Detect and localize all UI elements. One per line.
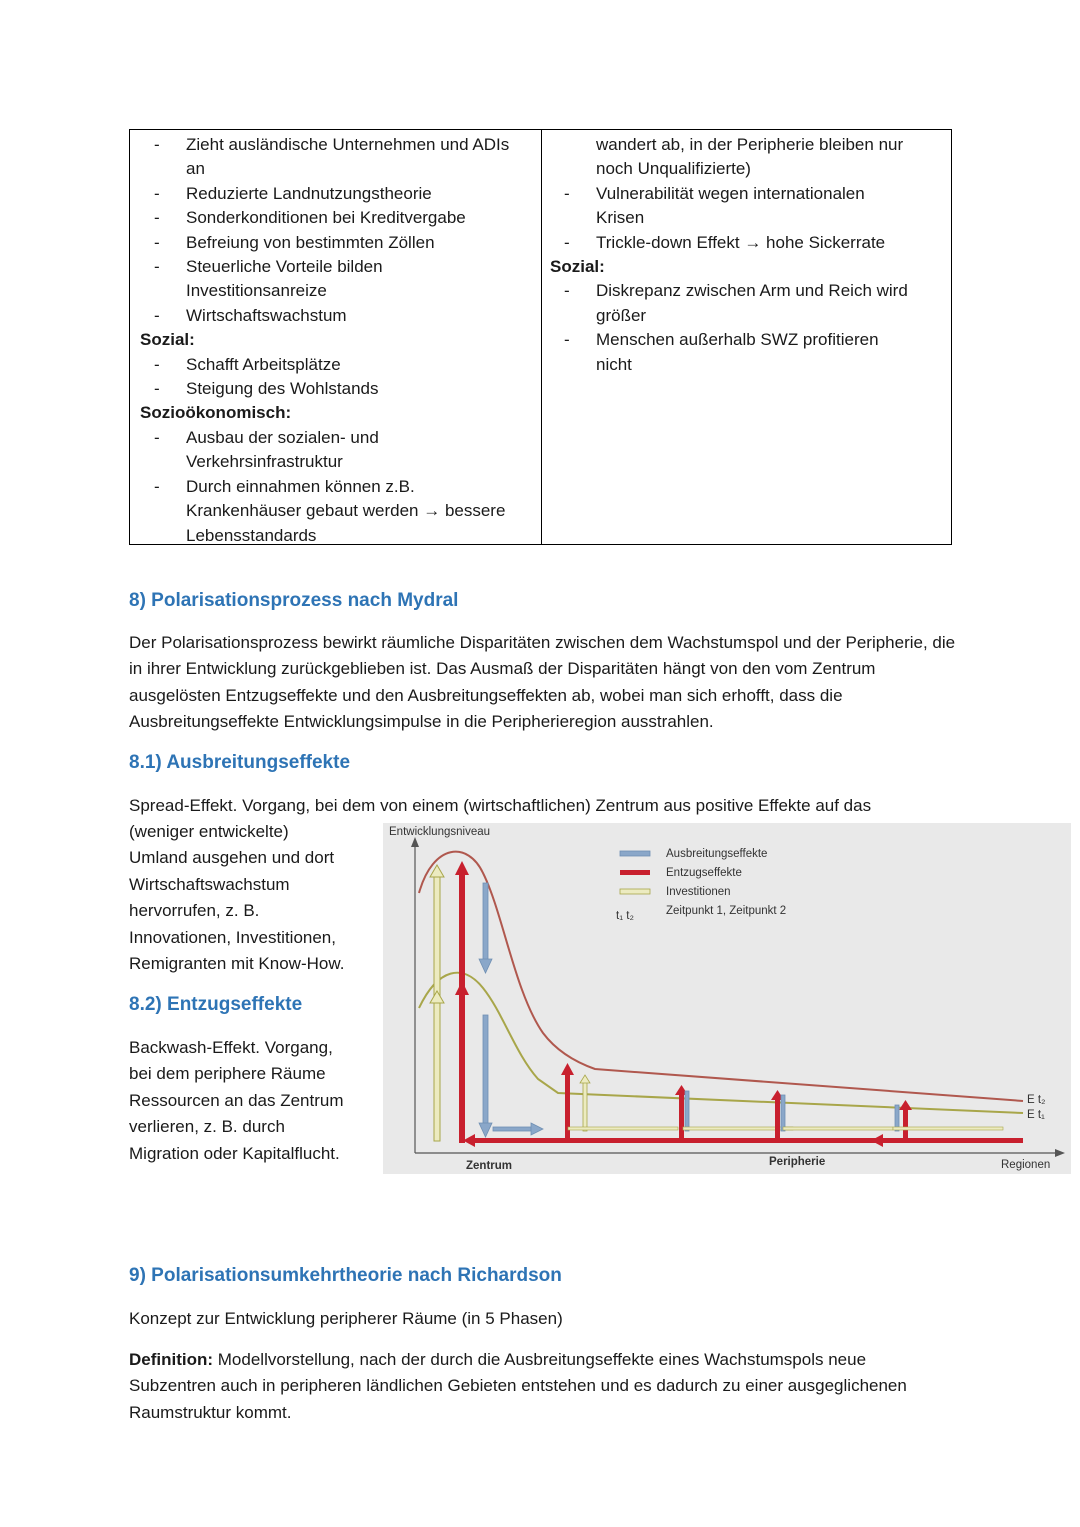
list-item: - Sonderkonditionen bei Kreditvergabe: [154, 208, 466, 228]
spread-arrow-center-t2: [479, 883, 492, 973]
polarization-diagram: [383, 823, 1071, 1174]
social-heading-right: Sozial:: [550, 257, 605, 277]
label-et1: E t₁: [1027, 1109, 1045, 1121]
list-item: - Durch einnahmen können z.B. Krankenhäuser gebaut werden → bessere Lebensstandards: [154, 476, 506, 545]
section-8-title: 8) Polarisationsprozess nach Mydral: [129, 590, 459, 611]
table-right-column: [550, 133, 945, 377]
list-item: - Wirtschaftswachstum: [154, 305, 347, 325]
section-8-2-title: 8.2) Entzugseffekte: [129, 994, 303, 1015]
spread-arrow-center-t1: [479, 1015, 492, 1137]
definition-text: Modellvorstellung, nach der durch die Ausbreitungseffekte eines Wachstumspols neue Subzentren auch in peripheren ländlichen Gebieten entstehen und es dadurch zu einer ausgeglichenen Raumstruktur kommt.: [129, 1350, 907, 1422]
section-9-title: 9) Polarisationsumkehrtheorie nach Richardson: [129, 1265, 562, 1286]
list-item: - Befreiung von bestimmten Zöllen: [154, 232, 435, 252]
comparison-table: [129, 129, 952, 545]
legend-swatch-backwash: [620, 870, 650, 875]
legend-label-invest: Investitionen: [666, 886, 731, 898]
backwash-flow: [473, 1138, 1023, 1143]
periphery-arrows-3: [771, 1090, 893, 1143]
legend-swatch-spread: [620, 851, 650, 856]
legend-swatch-invest: [620, 889, 650, 894]
table-left-column: [140, 133, 535, 548]
diagram-svg: [383, 823, 1071, 1174]
list-item: - Zieht ausländische Unternehmen und ADIs an: [154, 135, 510, 179]
list-item: - Diskrepanz zwischen Arm und Reich wird größer: [564, 281, 908, 325]
list-item: - Vulnerabilität wegen internationalen Krisen: [564, 183, 865, 228]
table-divider: [541, 130, 542, 544]
list-item-continued: wandert ab, in der Peripherie bleiben nur noch Unqualifizierte): [596, 135, 904, 179]
label-et2: E t₂: [1027, 1094, 1046, 1106]
invest-arrow-center-t1: [430, 991, 444, 1141]
legend-label-time: Zeitpunkt 1, Zeitpunkt 2: [666, 905, 787, 917]
list-item: - Ausbau der sozialen- und Verkehrsinfrastruktur: [154, 427, 379, 472]
section-9-definition: [129, 1347, 949, 1426]
periphery-arrows-4: [893, 1100, 1003, 1143]
list-item: - Steigung des Wohlstands: [154, 379, 379, 399]
section-8-text: Der Polarisationsprozess bewirkt räumliche Disparitäten zwischen dem Wachstumspol und der Peripherie, die in ihrer Entwicklung zurückgeblieben ist. Das Ausmaß der Disparitäten hängt von den vom Zentrum ausgelösten Entzugseffekte und den Ausbreitungseffekten ab, wobei man sich erhofft, dass die Ausbreitungseffekte Entwicklungsimpulse in die Peripherieregion ausstrahlen.: [129, 633, 956, 732]
section-8-1-text: (weniger entwickelte) Umland ausgehen und dort Wirtschaftswachstum hervorrufen, z. B. Innovationen, Investitionen, Remigranten mit Know-How.: [129, 822, 345, 974]
curve-t1: [419, 973, 1023, 1113]
legend-time-symbols: t₁ t₂: [616, 910, 634, 922]
section-8-1-title: 8.1) Ausbreitungseffekte: [129, 752, 351, 773]
socioeconomic-heading: Sozioökonomisch:: [140, 403, 292, 423]
list-item: - Trickle-down Effekt → hohe Sickerrate: [564, 232, 886, 252]
backwash-arrow-center-t1: [455, 981, 469, 1143]
social-heading: Sozial:: [140, 330, 195, 350]
label-center: Zentrum: [466, 1160, 512, 1172]
legend-label-spread: Ausbreitungseffekte: [666, 848, 768, 860]
label-regions: Regionen: [1001, 1159, 1051, 1171]
section-8-2-text: Backwash-Effekt. Vorgang, bei dem periphere Räume Ressourcen an das Zentrum verlieren, z. B. durch Migration oder Kapitalflucht.: [129, 1038, 344, 1163]
periphery-arrows-1: [561, 1063, 678, 1143]
list-item: - Schafft Arbeitsplätze: [154, 354, 341, 374]
section-8-1-line1: Spread-Effekt. Vorgang, bei dem von einem (wirtschaftlichen) Zentrum aus positive Effekte auf das: [129, 796, 872, 815]
list-item: - Menschen außerhalb SWZ profitieren nicht: [564, 330, 879, 374]
list-item: - Reduzierte Landnutzungstheorie: [154, 183, 432, 203]
spread-flow: [493, 1127, 533, 1131]
definition-label: Definition:: [129, 1350, 214, 1369]
section-9-subtitle: Konzept zur Entwicklung peripherer Räume (in 5 Phasen): [129, 1309, 563, 1328]
label-periphery: Peripherie: [769, 1156, 826, 1168]
legend-label-backwash: Entzugseffekte: [666, 867, 742, 879]
y-axis-label: Entwicklungsniveau: [389, 826, 491, 838]
list-item: - Steuerliche Vorteile bilden Investitionsanreize: [154, 257, 383, 301]
